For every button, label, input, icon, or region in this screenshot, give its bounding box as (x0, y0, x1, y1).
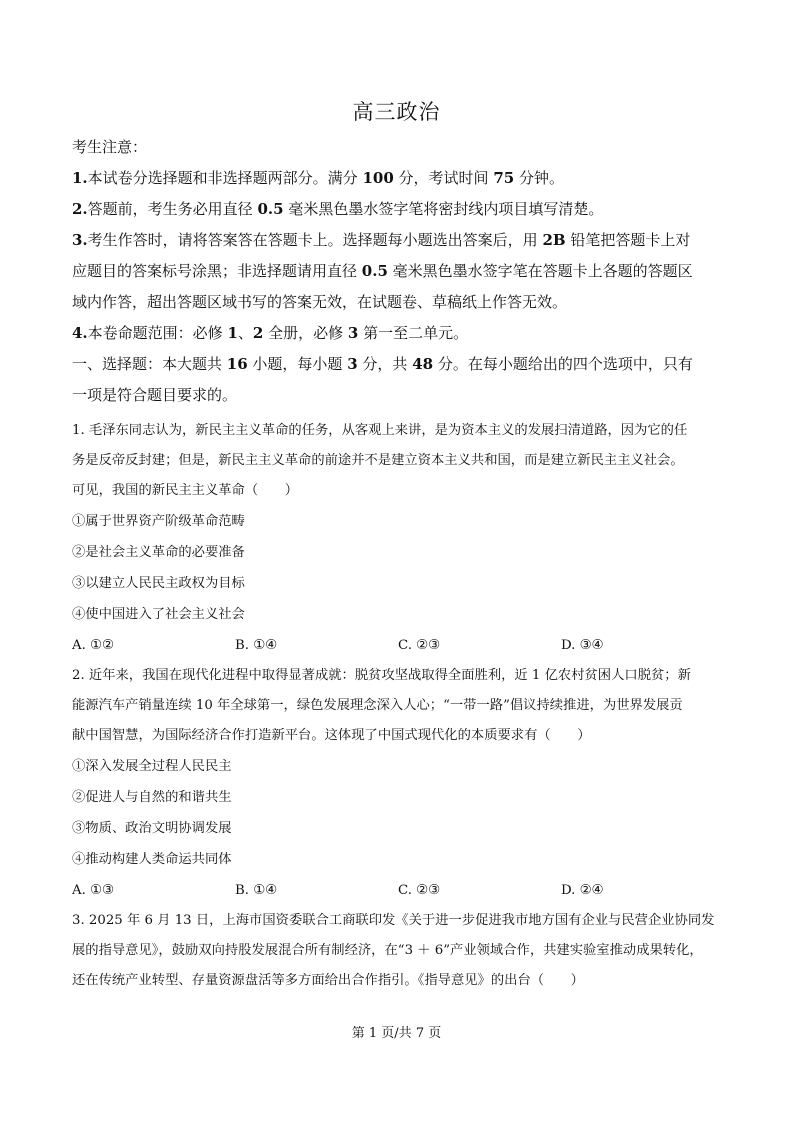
notice-block (72, 132, 732, 411)
choice-c: C. ②③ (398, 883, 440, 898)
choice-b: B. ①④ (235, 883, 278, 898)
statement-3: ③物质、政治文明协调发展 (72, 821, 232, 836)
question-stem: 3. 2025 年 6 月 13 日，上海市国资委联合工商联印发《关于进一步促进我市地方国有企业与民营企业协同发 展的指导意见》，鼓励双向持股发展混合所有制经济，在“3 ＋ 6”产业领域合作，共建实验室推动成果转化， 还在传统产业转型、存量资源盘活等多方面给出合作指引。《指导意见》的出台（ ） (72, 913, 715, 988)
section-heading-line-2: 一项是符合题目要求的。 (72, 386, 238, 404)
choice-a: A. ①③ (72, 883, 114, 898)
section-heading: 一、选择题：本大题共 16 小题，每小题 3 分，共 48 分。在每小题给出的四个选项中，只有 (72, 355, 693, 373)
statement-4: ④推动构建人类命运共同体 (72, 852, 232, 867)
statement-4: ④使中国进入了社会主义社会 (72, 607, 245, 622)
statement-1: ①深入发展全过程人民民主 (72, 759, 232, 774)
notice-header: 考生注意： (72, 138, 148, 156)
choice-d: D. ②④ (561, 883, 604, 898)
statement-2: ②促进人与自然的和谐共生 (72, 790, 232, 805)
note-4: 4.本卷命题范围：必修 1、2 全册，必修 3 第一至二单元。 (72, 324, 469, 342)
question-3 (72, 906, 732, 996)
statement-2: ②是社会主义革命的必要准备 (72, 545, 245, 560)
question-stem: 2. 近年来，我国在现代化进程中取得显著成就：脱贫攻坚战取得全面胜利，近 1 亿农村贫困人口脱贫；新 能源汽车产销量连续 10 年全球第一，绿色发展理念深入人心；“一带一路”倡议持续推进，为世界发展贡 献中国智慧，为国际经济合作打造新平台。这体现了中国式现代化的本质要求有（ ） (72, 668, 691, 743)
note-1: 1.本试卷分选择题和非选择题两部分。满分 100 分，考试时间 75 分钟。 (72, 169, 564, 187)
page-footer: 第 1 页/共 7 页 (351, 1026, 442, 1041)
answer-choices (72, 875, 732, 906)
note-3-line-2: 应题目的答案标号涂黑；非选择题请用直径 0.5 毫米黑色墨水签字笔在答题卡上各题的答题区 (72, 262, 693, 280)
note-2: 2.答题前，考生务必用直径 0.5 毫米黑色墨水签字笔将密封线内项目填写清楚。 (72, 200, 604, 218)
note-3-line-3: 域内作答，超出答题区域书写的答案无效，在试题卷、草稿纸上作答无效。 (72, 293, 568, 311)
statement-3: ③以建立人民民主政权为目标 (72, 576, 245, 591)
statement-1: ①属于世界资产阶级革命范畴 (72, 514, 245, 529)
choice-a: A. ①② (72, 638, 114, 653)
question-1 (72, 416, 732, 661)
choice-c: C. ②③ (398, 638, 440, 653)
question-stem: 1. 毛泽东同志认为，新民主主义革命的任务，从客观上来讲，是为资本主义的发展扫清道路，因为它的任 务是反帝反封建；但是，新民主主义革命的前途并不是建立资本主义共和国，而是建立新民主主义社会。 可见，我国的新民主主义革命（ ） (72, 423, 688, 498)
choice-d: D. ③④ (561, 638, 604, 653)
page-title: 高三政治 (352, 100, 441, 124)
answer-choices (72, 630, 732, 661)
note-3: 3.考生作答时，请将答案答在答题卡上。选择题每小题选出答案后，用 2B 铅笔把答题卡上对 (72, 231, 691, 249)
question-2 (72, 661, 732, 906)
choice-b: B. ①④ (235, 638, 278, 653)
